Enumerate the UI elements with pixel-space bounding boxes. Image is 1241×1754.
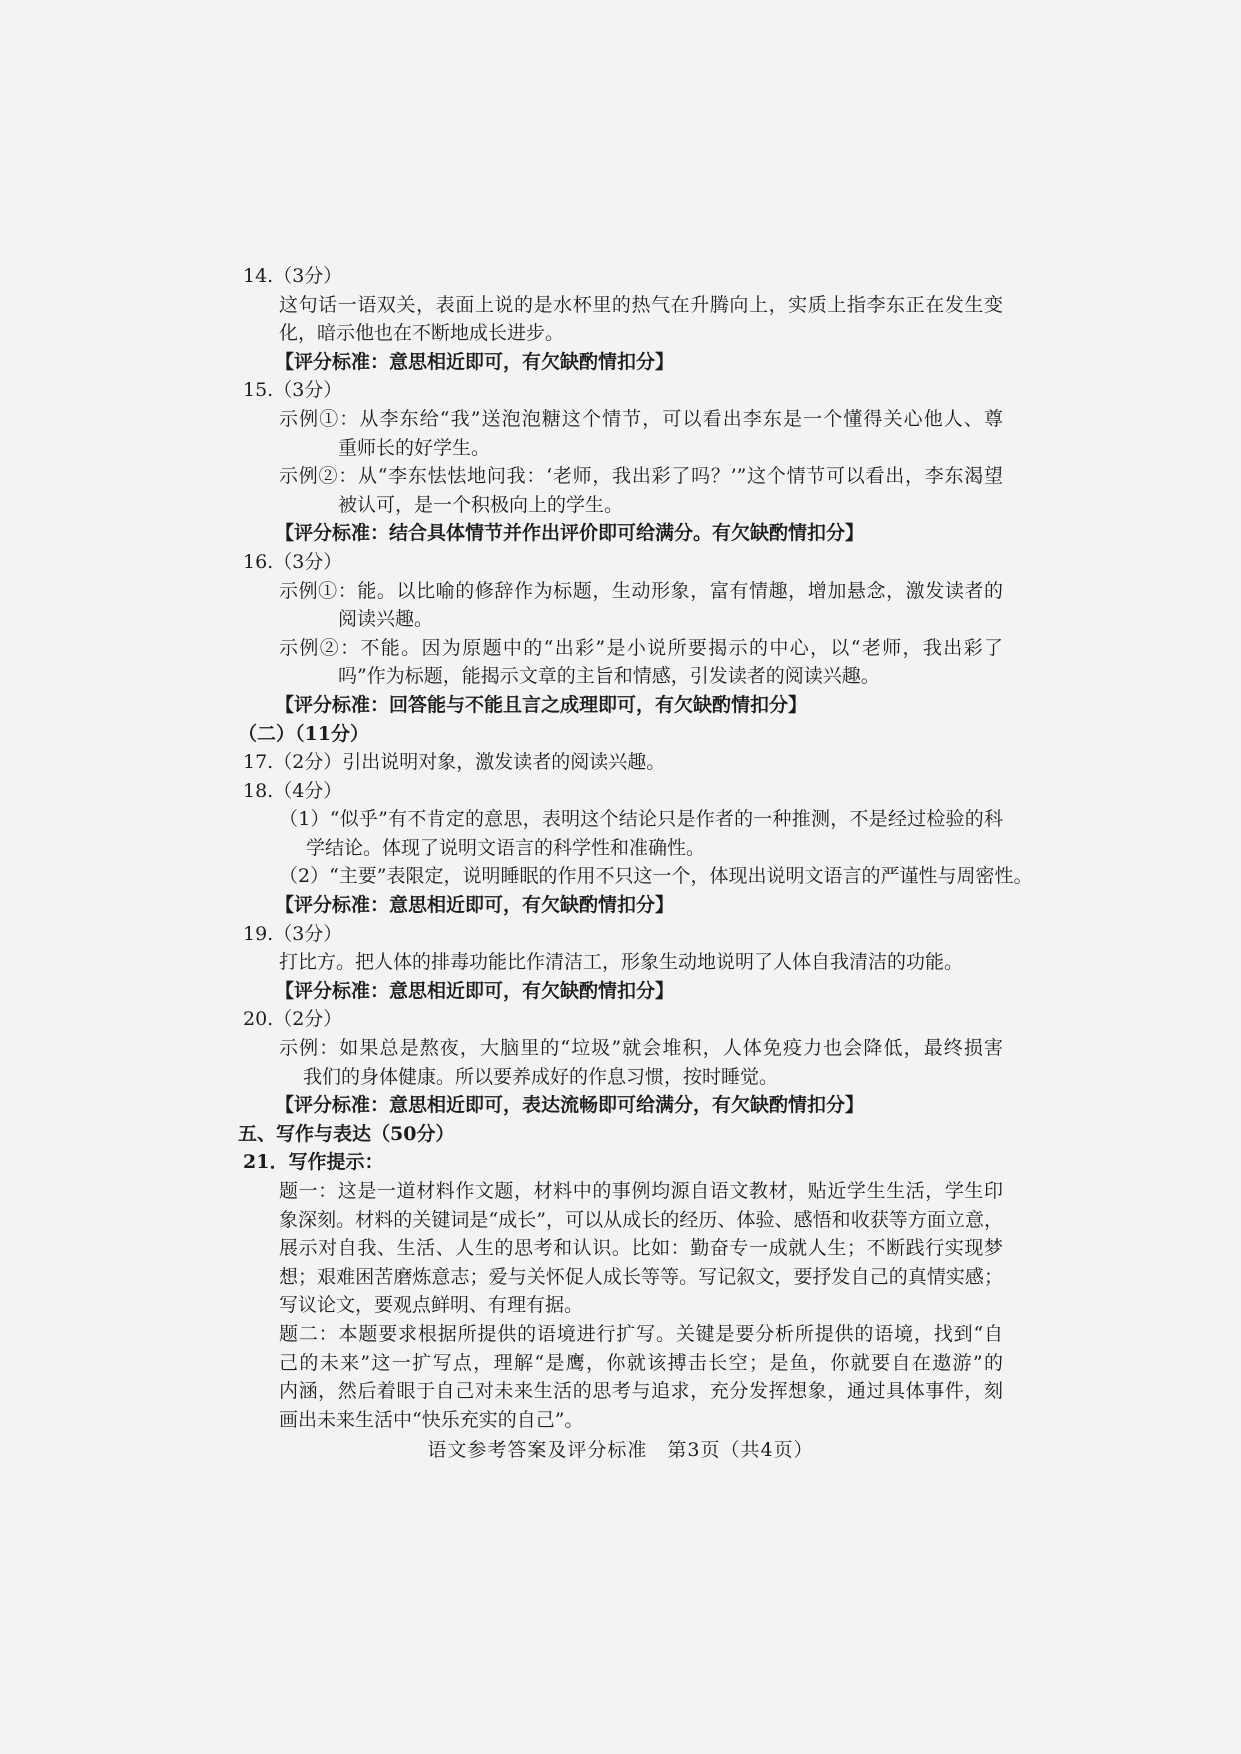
q15-grading-criteria: 【评分标准：结合具体情节并作出评价即可给满分。有欠缺酌情扣分】 (275, 522, 865, 545)
q21-topic-1-line-5: 写议论文，要观点鲜明、有理有据。 (279, 1294, 584, 1317)
q15-heading: 15.（3分） (243, 379, 343, 402)
q21-topic-2-line-3: 内涵，然后着眼于自己对未来生活的思考与追求，充分发挥想象，通过具体事件，刻 (279, 1380, 1003, 1403)
section-2-heading: （二）（11分） (238, 722, 369, 745)
q21-topic-1-line-1: 题一：这是一道材料作文题，材料中的事例均源自语文教材，贴近学生生活，学生印 (279, 1180, 1003, 1202)
q15-example-1-line-2: 重师长的好学生。 (338, 436, 491, 459)
q16-example-2-line-2: 吗”作为标题，能揭示文章的主旨和情感，引发读者的阅读兴趣。 (338, 665, 880, 688)
page-content (238, 262, 1033, 1434)
q18-heading: 18.（4分） (243, 779, 343, 802)
q19-heading: 19.（3分） (243, 922, 343, 945)
q18-point-1-line-2: 学结论。体现了说明文语言的科学性和准确性。 (306, 836, 706, 859)
q15-example-2-line-2: 被认可，是一个积极向上的学生。 (338, 493, 624, 516)
q14-heading: 14.（3分） (243, 265, 343, 287)
page-footer: 语文参考答案及评分标准 第3页（共4页） (427, 1439, 814, 1461)
q17-answer: 17.（2分）引出说明对象，激发读者的阅读兴趣。 (243, 751, 666, 774)
q14-answer-line-2: 化，暗示他也在不断地成长进步。 (279, 322, 565, 345)
q20-example-line-2: 我们的身体健康。所以要养成好的作息习惯，按时睡觉。 (303, 1065, 779, 1088)
section-5-heading: 五、写作与表达（50分） (238, 1122, 455, 1145)
q19-grading-criteria: 【评分标准：意思相近即可，有欠缺酌情扣分】 (275, 979, 675, 1002)
q16-example-1-line-2: 阅读兴趣。 (338, 608, 434, 631)
q21-topic-1-line-4: 想；艰难困苦磨炼意志；爱与关怀促人成长等等。写记叙文，要抒发自己的真情实感； (279, 1265, 1003, 1288)
q16-example-1-line-1: 示例①：能。以比喻的修辞作为标题，生动形象，富有情趣，增加悬念，激发读者的 (279, 579, 1003, 602)
q14-grading-criteria: 【评分标准：意思相近即可，有欠缺酌情扣分】 (275, 350, 675, 373)
q14-answer-line-1: 这句话一语双关，表面上说的是水杯里的热气在升腾向上，实质上指李东正在发生变 (279, 293, 1003, 316)
q18-point-1-line-1: （1）“似乎”有不肯定的意思，表明这个结论只是作者的一种推测，不是经过检验的科 (279, 808, 1003, 831)
q21-topic-1-line-3: 展示对自我、生活、人生的思考和认识。比如：勤奋专一成就人生；不断践行实现梦 (279, 1237, 1003, 1260)
q21-topic-2-line-4: 画出未来生活中“快乐充实的自己”。 (279, 1408, 584, 1431)
q16-example-2-line-1: 示例②：不能。因为原题中的“出彩”是小说所要揭示的中心，以“老师，我出彩了 (279, 636, 1003, 659)
q21-heading: 21．写作提示： (243, 1151, 384, 1174)
q16-grading-criteria: 【评分标准：回答能与不能且言之成理即可，有欠缺酌情扣分】 (275, 693, 808, 716)
q19-answer: 打比方。把人体的排毒功能比作清洁工，形象生动地说明了人体自我清洁的功能。 (279, 951, 964, 974)
q21-topic-1-line-2: 象深刻。材料的关键词是“成长”，可以从成长的经历、体验、感悟和收获等方面立意， (279, 1208, 1003, 1231)
q20-grading-criteria: 【评分标准：意思相近即可，表达流畅即可给满分，有欠缺酌情扣分】 (275, 1094, 865, 1117)
q15-example-1-line-1: 示例①：从李东给“我”送泡泡糖这个情节，可以看出李东是一个懂得关心他人、尊 (279, 407, 1003, 430)
q20-heading: 20.（2分） (243, 1008, 343, 1031)
q18-point-2: （2）“主要”表限定，说明睡眠的作用不只这一个，体现出说明文语言的严谨性与周密性。 (279, 865, 1033, 888)
q21-topic-2-line-1: 题二：本题要求根据所提供的语境进行扩写。关键是要分析所提供的语境，找到“自 (279, 1322, 1003, 1345)
q18-grading-criteria: 【评分标准：意思相近即可，有欠缺酌情扣分】 (275, 894, 675, 917)
q16-heading: 16.（3分） (243, 550, 343, 573)
q15-example-2-line-1: 示例②：从“李东怯怯地问我：‘老师，我出彩了吗？’”这个情节可以看出，李东渴望 (279, 465, 1003, 488)
q20-example-line-1: 示例：如果总是熬夜，大脑里的“垃圾”就会堆积，人体免疫力也会降低，最终损害 (279, 1037, 1003, 1060)
q21-topic-2-line-2: 己的未来”这一扩写点，理解“是鹰，你就该搏击长空；是鱼，你就要自在遨游”的 (279, 1351, 1003, 1374)
